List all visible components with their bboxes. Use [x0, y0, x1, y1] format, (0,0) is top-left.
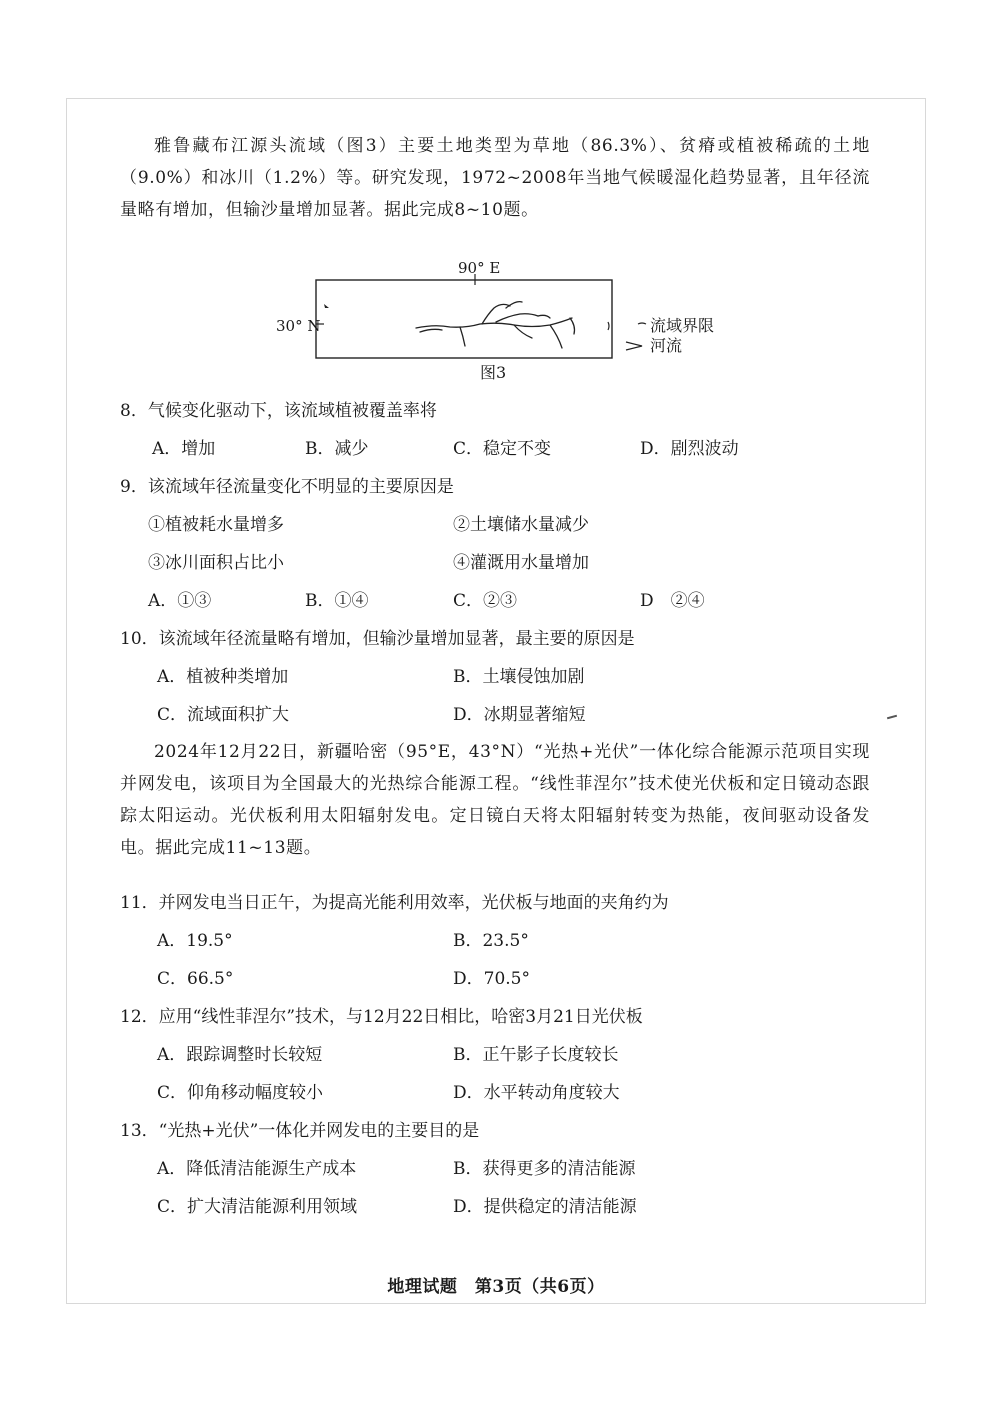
q11-option-b: B．23.5° [453, 931, 529, 951]
q9-stem: 9．该流域年径流量变化不明显的主要原因是 [120, 477, 454, 497]
q10-stem: 10．该流域年径流量略有增加，但输沙量增加显著，最主要的原因是 [120, 629, 635, 649]
q11-option-a: A．19.5° [157, 931, 233, 951]
intro-paragraph-1 [120, 130, 870, 226]
q13-option-d: D．提供稳定的清洁能源 [453, 1197, 637, 1217]
q11-option-c: C．66.5° [157, 969, 234, 989]
intro-text-1: 雅鲁藏布江源头流域（图3）主要土地类型为草地（86.3%）、贫瘠或植被稀疏的土地（9.0%）和冰川（1.2%）等。研究发现，1972~2008年当地气候暖湿化趋势显著，且年径流量略有增加，但输沙量增加显著。据此完成8~10题。 [120, 136, 870, 220]
q13-option-a: A．降低清洁能源生产成本 [157, 1159, 357, 1179]
river-network [416, 302, 575, 348]
q11-option-d: D．70.5° [453, 969, 530, 989]
q12-option-c: C．仰角移动幅度较小 [157, 1083, 324, 1103]
q9-option-a: A．①③ [148, 591, 212, 611]
q12-option-d: D．水平转动角度较大 [453, 1083, 620, 1103]
q9-statement-3: ③冰川面积占比小 [148, 553, 284, 573]
q9-option-c: C．②③ [453, 591, 518, 611]
q12-stem: 12．应用“线性菲涅尔”技术，与12月22日相比，哈密3月21日光伏板 [120, 1007, 643, 1027]
legend-boundary-label: 流域界限 [650, 316, 715, 335]
page-footer: 地理试题 第3页（共6页） [387, 1277, 605, 1297]
figure-caption: 图3 [480, 363, 507, 382]
q11-stem: 11．并网发电当日正午，为提高光能利用效率，光伏板与地面的夹角约为 [120, 893, 669, 913]
q9-statement-1: ①植被耗水量增多 [148, 515, 284, 535]
lon-label: 90° E [458, 259, 501, 277]
q13-option-c: C．扩大清洁能源利用领域 [157, 1197, 358, 1217]
q9-statement-4: ④灌溉用水量增加 [453, 553, 589, 573]
intro-paragraph-2 [120, 736, 870, 864]
boundary-mark-right [608, 322, 609, 330]
q8-stem: 8．气候变化驱动下，该流域植被覆盖率将 [120, 401, 437, 421]
q10-option-a: A．植被种类增加 [157, 667, 289, 687]
q8-option-a: A．增加 [152, 439, 216, 459]
q13-option-b: B．获得更多的清洁能源 [453, 1159, 636, 1179]
q9-option-d: D ②④ [640, 591, 705, 611]
q10-option-d: D．冰期显著缩短 [453, 705, 586, 725]
q9-option-b: B．①④ [305, 591, 369, 611]
boundary-legend-icon [638, 323, 646, 324]
q12-option-b: B．正午影子长度较长 [453, 1045, 619, 1065]
boundary-mark-left [324, 304, 329, 308]
q13-stem: 13．“光热+光伏”一体化并网发电的主要目的是 [120, 1121, 480, 1141]
q8-option-d: D．剧烈波动 [640, 439, 739, 459]
q8-option-b: B．减少 [305, 439, 369, 459]
figure-3 [270, 258, 740, 388]
q8-option-c: C．稳定不变 [453, 439, 552, 459]
lat-label: 30° N [276, 317, 321, 335]
legend-river-label: 河流 [650, 336, 683, 355]
q12-option-a: A．跟踪调整时长较短 [157, 1045, 323, 1065]
intro-text-2: 2024年12月22日，新疆哈密（95°E，43°N）“光热+光伏”一体化综合能源示范项目实现并网发电，该项目为全国最大的光热综合能源工程。“线性菲涅尔”技术使光伏板和定日镜动态跟踪太阳运动。光伏板利用太阳辐射发电。定日镜白天将太阳辐射转变为热能，夜间驱动设备发电。据此完成11~13题。 [120, 742, 870, 858]
q9-statement-2: ②土壤储水量减少 [453, 515, 589, 535]
q10-option-b: B．土壤侵蚀加剧 [453, 667, 585, 687]
river-legend-icon [626, 342, 642, 350]
q10-option-c: C．流域面积扩大 [157, 705, 290, 725]
